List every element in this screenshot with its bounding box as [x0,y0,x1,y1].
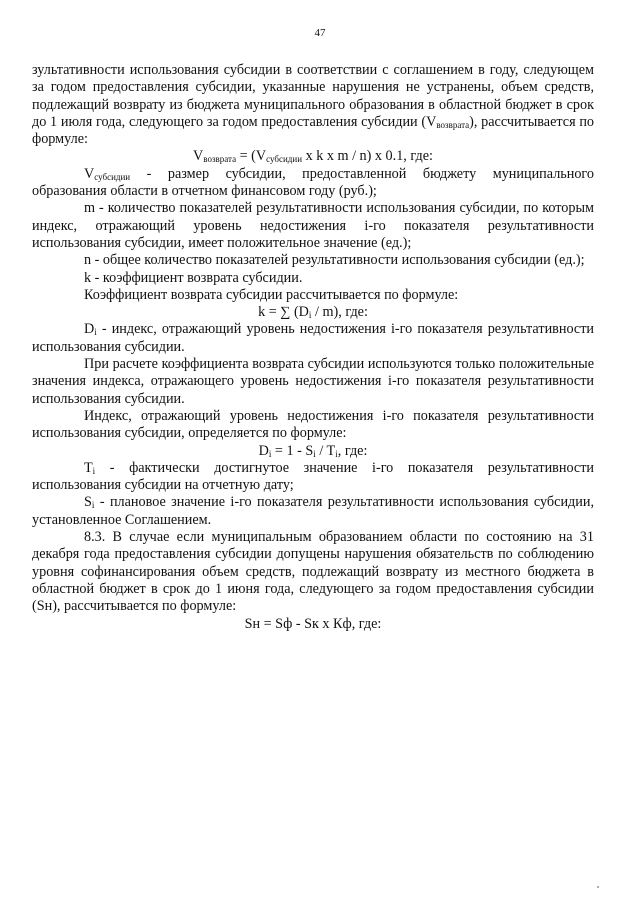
paragraph-continuation: зультативности использования субсидии в соответствии с соглашением в году, следующем за годом предоставления субсидии, указанные нарушения не устранены, объем средств, подлежащий возврату из бюджета муниципального образования в областной бюджет в срок до 1 июля года, следующего за годом предоставления субсидии $(V_{возврата})$, рассчитывается по формуле: [32,62,595,148]
definition-d: $D_i$ - индекс, отражающий уровень недостижения i-го показателя результативности использования субсидии. [32,321,594,355]
definition-k: k - коэффициент возврата субсидии. [84,269,303,286]
definition-s: $S_i$ - плановое значение i-го показателя результативности использования субсидии, установленное Соглашением. [32,494,594,528]
scan-speck [597,886,599,888]
page-number: 47 [314,27,326,39]
paragraph-8-3: 8.3. В случае если муниципальным образованием области по состоянию на 31 декабря года предоставления субсидии допущены нарушения обязательств по соблюдению уровня софинансирования объем средств, подлежащий возврату из местного бюджета в областной бюджет в срок до 1 июня года, следующего за годом предоставления субсидии (Sн), рассчитывается по формуле: [32,529,594,615]
formula-k: k = ∑ $(D_i / m)$, где: [258,304,368,321]
definition-t: $T_i$ - фактически достигнутое значение i-го показателя результативности использования субсидии на отчетную дату; [32,459,594,494]
formula-refund-volume: $V_{возврата} = (V_{субсидии}$ x k x m / n) x 0.1, где: [193,148,433,165]
formula-d: $D_i = 1 - S_i / T_i$, где: [258,442,368,459]
definition-m: m - количество показателей результативности использования субсидии, по которым индекс, отражающий уровень недостижения i-го показателя результативности использования субсидии, имеет положительное значение (ед.); [32,200,594,251]
formula-sn: Sн = Sф - Sк x Кф, где: [244,615,382,632]
paragraph-k-formula-intro: Коэффициент возврата субсидии рассчитывается по формуле: [84,286,459,303]
paragraph-index-intro: Индекс, отражающий уровень недостижения i-го показателя результативности использования субсидии, определяется по формуле: [32,407,594,442]
paragraph-positive-values: При расчете коэффициента возврата субсидии используются только положительные значения индекса, отражающего уровень недостижения i-го показателя результативности использования субсидии. [32,356,594,407]
definition-v-subsidy: $V_{субсидии}$ - размер субсидии, предоставленной бюджету муниципального образования области в отчетном финансовом году (руб.); [32,165,594,200]
definition-n: n - общее количество показателей результативности использования субсидии (ед.); [84,252,585,269]
document-body [32,62,594,633]
